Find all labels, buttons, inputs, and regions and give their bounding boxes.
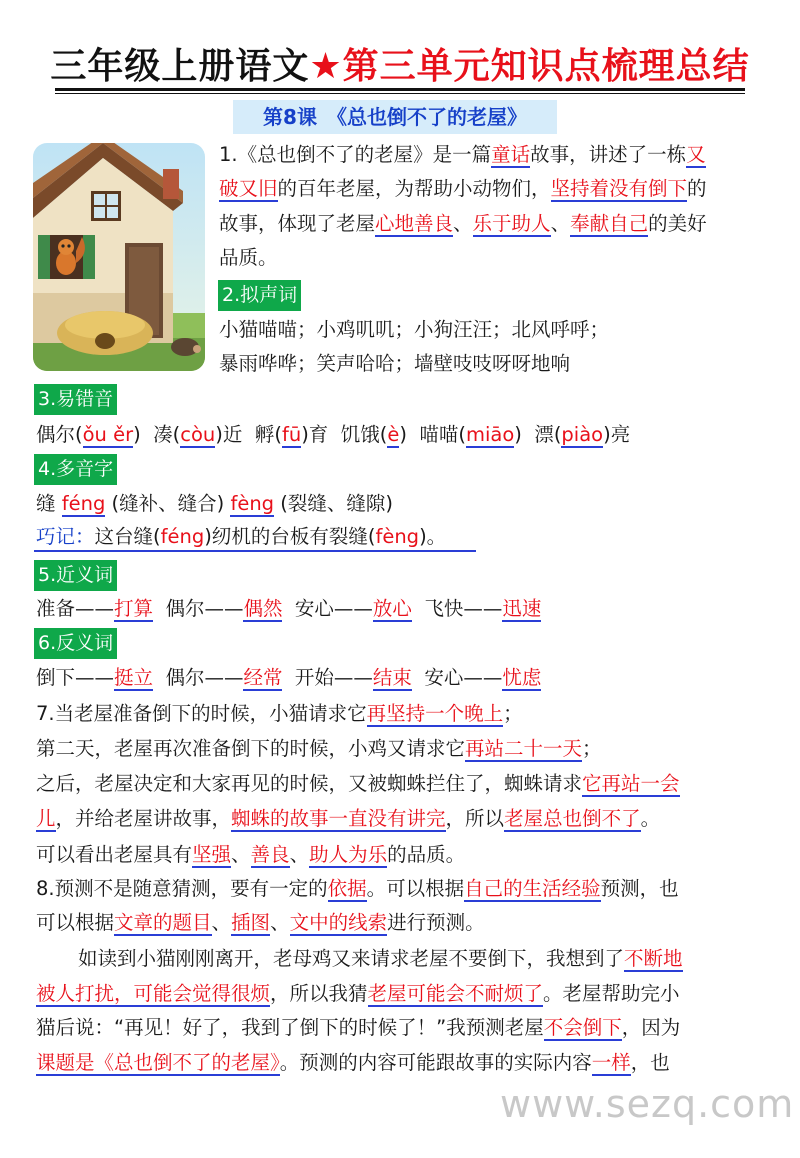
s8-para-line3 bbox=[36, 1011, 680, 1045]
text: 、 bbox=[453, 212, 473, 235]
keyword: 偶然 bbox=[243, 597, 283, 620]
tip-underline bbox=[34, 550, 476, 552]
text: 、 bbox=[289, 843, 310, 866]
text: 第二天，老屋再次准备倒下的时候，小鸡又请求它 bbox=[36, 737, 466, 760]
s8-para-line4 bbox=[36, 1046, 670, 1080]
text: 的品质。 bbox=[387, 843, 466, 866]
s6-line bbox=[36, 661, 541, 695]
words: (缝补、缝合) bbox=[111, 492, 225, 515]
s4-tip bbox=[36, 522, 446, 552]
text: ，所以我猜 bbox=[270, 982, 368, 1005]
word: 育 bbox=[308, 423, 329, 446]
text: 如读到小猫刚刚离开，老母鸡又来请求老屋不要倒下，我想到了 bbox=[78, 947, 625, 970]
s7-line4 bbox=[36, 802, 660, 836]
text: 之后，老屋决定和大家再见的时候，又被蜘蛛拦住了，蜘蛛请求 bbox=[36, 772, 583, 795]
word: 近 bbox=[222, 423, 243, 446]
star-icon: ★ bbox=[309, 46, 343, 87]
keyword: 打算 bbox=[114, 597, 154, 620]
keyword: 助人为乐 bbox=[309, 843, 388, 866]
text: 猫后说：“再见！好了，我到了倒下的时候了！”我预测老屋 bbox=[36, 1016, 544, 1039]
text: 、 bbox=[231, 843, 251, 866]
text: 8.预测不是随意猜测，要有一定的 bbox=[36, 877, 328, 900]
text: 。可以根据 bbox=[366, 877, 465, 900]
text: ； bbox=[503, 702, 523, 725]
s8-para-line1 bbox=[78, 942, 683, 976]
text: 7.当老屋准备倒下的时候，小猫请求它 bbox=[36, 702, 367, 725]
keyword: 它再站一会 bbox=[582, 772, 680, 795]
s7-line2 bbox=[36, 732, 602, 766]
keyword: 结束 bbox=[372, 666, 412, 689]
keyword: 老屋可能会不耐烦了 bbox=[367, 982, 544, 1005]
pinyin: fū bbox=[281, 423, 302, 446]
keyword: 奉献自己 bbox=[570, 212, 649, 235]
text: 、 bbox=[270, 911, 290, 934]
pinyin: fèng bbox=[230, 492, 275, 515]
word: 安心—— bbox=[424, 666, 503, 689]
keyword: 课题是《总也倒不了的老屋》 bbox=[36, 1051, 280, 1074]
word: 准备—— bbox=[36, 597, 115, 620]
pinyin: ǒu ěr bbox=[82, 423, 134, 446]
word: 偶尔 bbox=[36, 423, 76, 446]
title-part2: 第三单元知识点梳理总结 bbox=[342, 46, 750, 87]
section-tag-antonyms: 6.反义词 bbox=[34, 628, 117, 659]
s1-line3 bbox=[219, 207, 707, 241]
pinyin: piào bbox=[561, 423, 604, 446]
keyword: 心地善良 bbox=[375, 212, 454, 235]
text: 。老屋帮助完小 bbox=[543, 982, 680, 1005]
text: 、 bbox=[550, 212, 571, 235]
keyword: 文中的线索 bbox=[289, 911, 388, 934]
s1-line1 bbox=[219, 138, 706, 172]
watermark: www.sezq.com bbox=[500, 1082, 795, 1126]
title-divider-thin bbox=[55, 93, 745, 94]
keyword: 文章的题目 bbox=[114, 911, 212, 934]
word: 偶尔—— bbox=[165, 597, 244, 620]
char: 缝 bbox=[36, 492, 56, 515]
words: (裂缝、缝隙) bbox=[280, 492, 393, 515]
s8-line2 bbox=[36, 906, 485, 940]
keyword: 儿 bbox=[36, 807, 56, 830]
title-part1: 三年级上册语文 bbox=[50, 46, 310, 87]
word: 漂 bbox=[534, 423, 554, 446]
word: 孵 bbox=[254, 423, 275, 446]
s8-line1 bbox=[36, 872, 679, 906]
text: ，并给老屋讲故事， bbox=[55, 807, 232, 830]
pinyin: féng bbox=[160, 525, 205, 548]
text: 。预测的内容可能跟故事的实际内容 bbox=[279, 1051, 592, 1074]
pinyin: è bbox=[387, 423, 400, 446]
section-tag-onomatopoeia: 2.拟声词 bbox=[218, 280, 301, 311]
pinyin: còu bbox=[180, 423, 216, 446]
keyword: 破又旧 bbox=[219, 177, 278, 200]
keyword: 乐于助人 bbox=[472, 212, 551, 235]
section-tag-synonyms: 5.近义词 bbox=[34, 560, 117, 591]
text: 的美好 bbox=[648, 212, 707, 235]
s7-line1 bbox=[36, 697, 523, 731]
keyword: 忧虑 bbox=[502, 666, 542, 689]
pinyin: fèng bbox=[375, 525, 420, 548]
text: 预测，也 bbox=[600, 877, 679, 900]
keyword: 坚强 bbox=[192, 843, 232, 866]
text: ； bbox=[582, 737, 602, 760]
section-tag-pronunciation: 3.易错音 bbox=[34, 384, 117, 415]
keyword: 坚持着没有倒下 bbox=[550, 177, 688, 200]
tip-label: 巧记： bbox=[36, 525, 95, 548]
s4-line bbox=[36, 487, 393, 521]
text: 可以根据 bbox=[36, 911, 115, 934]
keyword: 自己的生活经验 bbox=[464, 877, 601, 900]
keyword: 再站二十一天 bbox=[465, 737, 583, 760]
keyword: 经常 bbox=[243, 666, 283, 689]
s2-line1: 小猫喵喵；小鸡叽叽；小狗汪汪；北风呼呼； bbox=[219, 318, 610, 341]
section-tag-polyphone: 4.多音字 bbox=[34, 454, 117, 485]
keyword: 又 bbox=[686, 143, 706, 166]
keyword: 不会倒下 bbox=[543, 1016, 622, 1039]
s3-line: 偶尔(ǒu ěr) 凑(còu)近 孵(fū)育 饥饿(è) 喵喵(miāo) 漂(piào)亮 bbox=[36, 423, 631, 446]
pinyin: féng bbox=[61, 492, 106, 515]
keyword: 童话 bbox=[491, 143, 531, 166]
text: 的百年老屋，为帮助小动物们， bbox=[277, 177, 551, 200]
text: ，所以 bbox=[445, 807, 505, 830]
s1-line4: 品质。 bbox=[219, 246, 278, 269]
word: 凑 bbox=[153, 423, 173, 446]
word: 安心—— bbox=[294, 597, 373, 620]
word: 飞快—— bbox=[424, 597, 503, 620]
keyword: 不断地 bbox=[624, 947, 683, 970]
text: 的 bbox=[687, 177, 707, 200]
text: )。 bbox=[419, 525, 447, 548]
text: ，也 bbox=[630, 1051, 670, 1074]
keyword: 放心 bbox=[372, 597, 412, 620]
s7-line3 bbox=[36, 767, 680, 801]
text: 1.《总也倒不了的老屋》是一篇 bbox=[219, 143, 492, 166]
word: 偶尔—— bbox=[165, 666, 244, 689]
old-house-illustration bbox=[33, 143, 205, 371]
text: 、 bbox=[211, 911, 232, 934]
keyword: 一样 bbox=[591, 1051, 631, 1074]
word: 饥饿 bbox=[340, 423, 380, 446]
keyword: 蜘蛛的故事一直没有讲完 bbox=[231, 807, 446, 830]
s8-para-line2 bbox=[36, 977, 680, 1011]
text: 故事，讲述了一栋 bbox=[530, 143, 687, 166]
text: 故事，体现了老屋 bbox=[219, 212, 376, 235]
pinyin: miāo bbox=[465, 423, 515, 446]
text: 可以看出老屋具有 bbox=[36, 843, 193, 866]
keyword: 再坚持一个晚上 bbox=[366, 702, 504, 725]
keyword: 挺立 bbox=[114, 666, 154, 689]
word: 亮 bbox=[610, 423, 631, 446]
text: )纫机的台板有裂缝( bbox=[204, 525, 376, 548]
keyword: 插图 bbox=[231, 911, 271, 934]
word: 开始—— bbox=[294, 666, 373, 689]
s2-line2: 暴雨哗哗；笑声哈哈；墙壁吱吱呀呀地响 bbox=[219, 352, 571, 375]
text: 。 bbox=[640, 807, 661, 830]
page-title bbox=[0, 38, 800, 89]
keyword: 老屋总也倒不了 bbox=[504, 807, 641, 830]
keyword: 被人打扰，可能会觉得很烦 bbox=[36, 982, 271, 1005]
text: ，因为 bbox=[621, 1016, 681, 1039]
lesson-heading: 第8课 《总也倒不了的老屋》 bbox=[233, 100, 557, 134]
text: 进行预测。 bbox=[387, 911, 485, 934]
s7-line5 bbox=[36, 838, 465, 872]
title-divider bbox=[55, 88, 745, 91]
keyword: 依据 bbox=[327, 877, 367, 900]
word: 喵喵 bbox=[419, 423, 459, 446]
keyword: 迅速 bbox=[502, 597, 542, 620]
s1-line2 bbox=[219, 172, 707, 206]
s5-line bbox=[36, 592, 541, 626]
word: 倒下—— bbox=[36, 666, 115, 689]
keyword: 善良 bbox=[250, 843, 290, 866]
text: 这台缝( bbox=[94, 525, 161, 548]
